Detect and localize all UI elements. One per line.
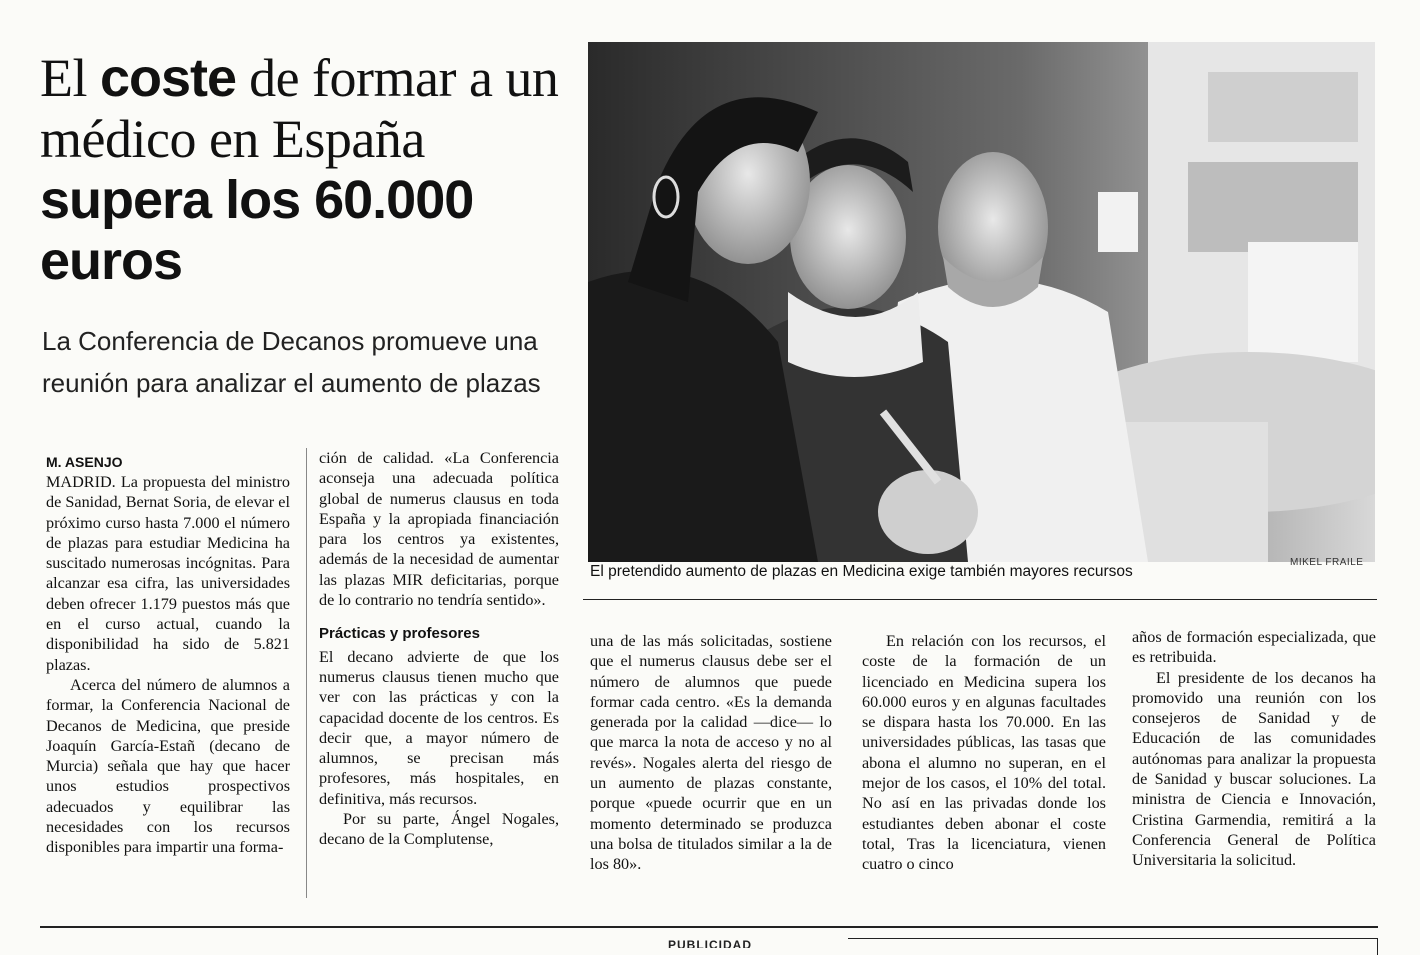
photo-credit: MIKEL FRAILE [1290, 557, 1364, 568]
paragraph: Acerca del número de alumnos a formar, la Conferencia Nacional de Decanos de Medicina, que preside Joaquín García-Estañ (decano de Murcia) señala que hay que hacer unos estudios prospectivos adecuados y equilibrar las necesidades con los recursos disponibles para impartir una forma- [46, 675, 290, 857]
article-column-5 [1132, 627, 1376, 871]
footer-rule [848, 938, 1378, 939]
paragraph: En relación con los recursos, el coste de la formación de un licenciado en Medicina supera los 60.000 euros y en algunas facultades se dispara hasta los 70.000. En las universidades públicas, las tasas que abona el alumno no superan, en el mejor de los casos, el 10% del total. No así en las privadas donde los estudiantes deben abonar el coste total, Tras la licenciatura, vienen cuatro o cinco [862, 632, 1106, 874]
article-column-4 [862, 631, 1106, 875]
bottom-rule [40, 926, 1378, 928]
paragraph: años de formación especializada, que es retribuida. [1132, 628, 1376, 667]
advertising-label: PUBLICIDAD [668, 938, 752, 948]
byline: M. ASENJO [46, 454, 123, 470]
photo-illustration [588, 42, 1375, 562]
subheadline: La Conferencia de Decanos promueve una reunión para analizar el aumento de plazas [42, 326, 541, 398]
paragraph: Por su parte, Ángel Nogales, decano de la Complutense, [319, 810, 559, 849]
headline-part: de formar a un médico en España [40, 48, 559, 169]
headline-bold-part: coste [100, 48, 237, 108]
paragraph: MADRID. La propuesta del ministro de Sanidad, Bernat Soria, de elevar el próximo curso hasta 7.000 el número de plazas para estudiar Medicina ha suscitado numerosas incógnitas. Para alcanzar esa cifra, las universidades deben ofrecer 1.179 puestos más que en el curso actual, cuando la disponibilidad ha sido de 5.821 plazas. [46, 473, 290, 674]
column-divider [306, 448, 307, 898]
paragraph: ción de calidad. «La Conferencia aconseja una adecuada política global de numerus clausus en toda España y la apropiada financiación para los centros ya existentes, además de la necesidad de aumentar las plazas MIR deficitarias, porque de lo contrario no tendría sentido». [319, 449, 559, 610]
caption-rule [583, 599, 1377, 600]
article-column-1 [46, 452, 290, 858]
section-subtitle: Prácticas y profesores [319, 625, 480, 643]
paragraph: El decano advierte de que los numerus clausus tienen mucho que ver con las prácticas y con la capacidad docente de los centros. Es decir que, a mayor número de alumnos, se precisan más profesores, más hospitales, en definitiva, más recursos. [319, 647, 559, 808]
headline [40, 48, 575, 292]
paragraph: El presidente de los decanos ha promovido una reunión con los consejeros de Sanidad y de Educación de las comunidades autónomas para analizar la propuesta de Sanidad y buscar soluciones. La ministra de Ciencia e Innovación, Cristina Garmendia, remitirá a la Conferencia General de Política Universitaria la solicitud. [1132, 668, 1376, 870]
article-column-3 [590, 631, 832, 875]
paragraph: una de las más solicitadas, sostiene que el numerus clausus debe ser el número de alumnos que puede formar cada centro. «Es la demanda generada por la calidad —dice— lo que marca la nota de acceso y no al revés». Nogales alerta del riesgo de un aumento de plazas constante, porque «puede ocurrir que en un momento determinado se produzca una bolsa de titulados similar a la de los 80». [590, 632, 832, 874]
article-column-2 [319, 448, 559, 850]
headline-part: El [40, 48, 100, 108]
photo-caption: El pretendido aumento de plazas en Medicina exige también mayores recursos [590, 563, 1133, 580]
article-photo [588, 42, 1375, 562]
footer-rule-vertical [1377, 938, 1378, 955]
headline-bold-part: supera los 60.000 euros [40, 170, 474, 291]
